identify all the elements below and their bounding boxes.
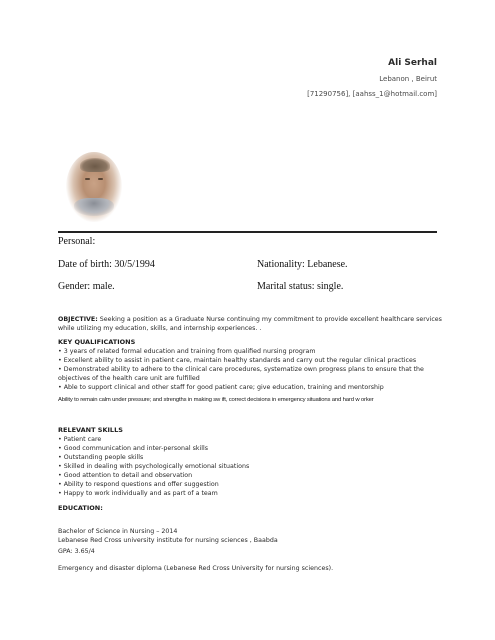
list-item: • Patient care xyxy=(58,436,102,443)
photo-shirt xyxy=(74,198,114,216)
list-item: • Able to support clinical and other staff for good patient care; give education, training and mentorship xyxy=(58,384,384,391)
photo-eye-right xyxy=(98,178,103,180)
education-gpa: GPA: 3.65/4 xyxy=(58,548,95,555)
candidate-location: Lebanon , Beirut xyxy=(379,75,437,83)
list-item: • Ability to respond questions and offer suggestion xyxy=(58,481,219,488)
gender: Gender: male. xyxy=(58,281,115,292)
objective-text: Seeking a position as a Graduate Nurse continuing my commitment to provide excellent healthcare services while utilizing my education, skills, and internship experiences. . xyxy=(58,316,442,332)
marital-status: Marital status: single. xyxy=(257,281,344,292)
ability-statement: Ability to remain calm under pressure; and strengths in making sw ift, correct decisions in emergency situations and hard w orker xyxy=(58,397,374,403)
list-item: • Good attention to detail and observation xyxy=(58,472,193,479)
nationality: Nationality: Lebanese. xyxy=(257,259,348,270)
relevant-skills-heading: RELEVANT SKILLS xyxy=(58,426,123,434)
key-qualifications-list xyxy=(58,347,443,392)
education-degree: Bachelor of Science in Nursing – 2014 xyxy=(58,528,178,535)
section-divider xyxy=(58,231,437,233)
relevant-skills-list xyxy=(58,435,443,498)
list-item: • Good communication and inter-personal skills xyxy=(58,445,209,452)
date-of-birth: Date of birth: 30/5/1994 xyxy=(58,259,155,270)
list-item: • Skilled in dealing with psychologically emotional situations xyxy=(58,463,250,470)
education-diploma: Emergency and disaster diploma (Lebanese Red Cross University for nursing sciences). xyxy=(58,565,334,572)
candidate-name: Ali Serhal xyxy=(388,58,437,68)
candidate-contact: [71290756], [aahss_1@hotmail.com] xyxy=(307,90,437,98)
list-item: • Outstanding people skills xyxy=(58,454,144,461)
photo-hair xyxy=(80,158,110,172)
list-item: • 3 years of related formal education and training from qualified nursing program xyxy=(58,348,316,355)
list-item: • Excellent ability to assist in patient care, maintain healthy standards and carry out the regular clinical practices xyxy=(58,357,417,364)
education-heading: EDUCATION: xyxy=(58,504,103,512)
photo-eye-left xyxy=(85,178,90,180)
objective-label: OBJECTIVE: xyxy=(58,316,98,323)
profile-photo xyxy=(66,152,122,222)
list-item: • Demonstrated ability to adhere to the clinical care procedures, systematize own progress plans to ensure that the objectives of the health care unit are fulfilled xyxy=(58,366,424,382)
education-degree-block xyxy=(58,527,443,545)
list-item: • Happy to work individually and as part of a team xyxy=(58,490,218,497)
education-institution: Lebanese Red Cross university institute for nursing sciences , Baabda xyxy=(58,537,278,544)
personal-heading: Personal: xyxy=(58,236,96,247)
objective-paragraph xyxy=(58,315,443,333)
key-qualifications-heading: KEY QUALIFICATIONS xyxy=(58,338,136,346)
